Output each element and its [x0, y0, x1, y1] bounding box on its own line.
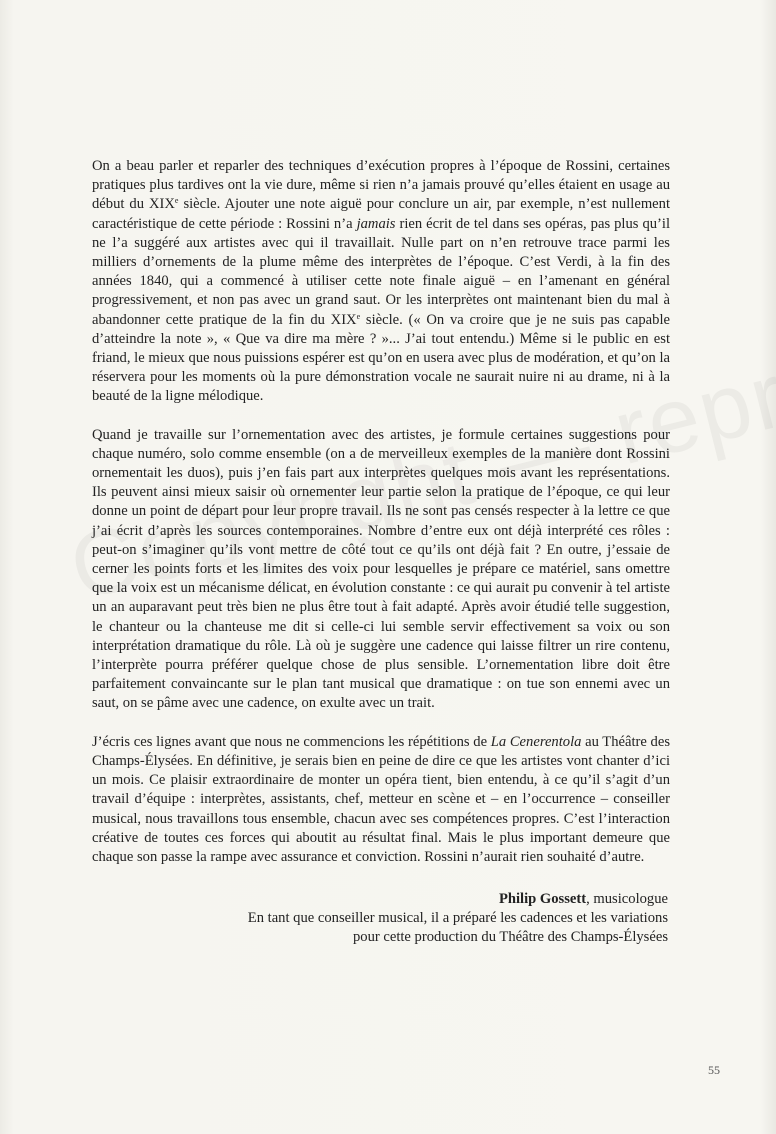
- text-run: siècle. (« On va croire que je ne suis pas capable d’atteindre la note », « Que va dire ma mère ? »... J’ai tout entendu.) Même si le public en est friand, le mieux que nous puissions espérer est qu’on en usera avec plus de modération, et qu’on la réservera pour les moments où la pure démonstration vocale ne saurait nuire ni au drame, ni à la beauté de la ligne mélodique.: [92, 311, 670, 405]
- italic-text: jamais: [356, 215, 396, 232]
- text-run: au Théâtre des Champs-Élysées. En définitive, je serais bien en peine de dire ce que les artistes vont chanter d’ici un mois. Ce plaisir extraordinaire de monter un opéra tient, bien entendu, à ce qu’il s’agit d’un travail d’équipe : interprètes, assistants, chef, metteur en scène et – en l’occurrence – conseiller musical, nous travaillons tous ensemble, chacun avec ses compétences propres. C’est l’interaction créative de toutes ces forces qui aboutit au résultat final. Mais le plus important demeure que chaque son passe la rampe avec assurance et conviction. Rossini n’aurait rien souhaité d’autre.: [92, 733, 670, 865]
- text-run: On a beau parler et reparler des techniques d’exécution propres à l’époque de Rossini, certaines pratiques plus tardives ont la vie dure, même si rien n’a jamais prouvé qu’elles étaient en usage au début du XIX: [92, 158, 670, 213]
- italic-text: La Cenerentola: [490, 733, 582, 750]
- text-run: Quand je travaille sur l’ornementation avec des artistes, je formule certaines suggestions pour chaque numéro, solo comme ensemble (on a de merveilleux exemples de la manière dont Rossini ornementait les duos), puis j’en fais part aux interprètes quelques mois avant les représentations. Ils peuvent ainsi mieux saisir où ornementer leur partie selon la pratique de l’époque, ce qui leur donne un point de départ pour leur propre travail. Ils ne sont pas censés respecter à la lettre ce que j’ai écrit d’après les sources contemporaines. Nombre d’entre eux ont déjà interprété ces rôles : peut-on s’imaginer qu’ils vont mettre de côté tout ce qu’ils ont déjà fait ? En outre, j’essaie de cerner les points forts et les limites des voix pour lesquelles je prépare ce matériel, sans omettre que la voix est un mécanisme délicat, en évolution constante : ce qui aurait pu convenir à tel artiste un an auparavant peut très bien ne plus être tout à fait adapté. Après avoir étudié telle suggestion, le chanteur ou la chanteuse me dit si celle-ci lui semble servir effectivement sa voix ou son interprétation dramatique du rôle. Là où je suggère une cadence qui laisse filtrer un rire contenu, l’interprète pourra préférer quelque chose de plus sensible. L’ornementation libre doit être parfaitement convaincante sur le plan tant musical que dramatique : on tue son ennemi avec un saut, on se pâme avec une cadence, on exulte avec un trait.: [92, 426, 670, 712]
- signature-block: [108, 890, 668, 948]
- text-run: J’écris ces lignes avant que nous ne commencions les répétitions de: [92, 733, 491, 750]
- paragraph-1: [92, 157, 670, 407]
- author-name: Philip Gossett: [498, 891, 587, 907]
- paragraph-3: [92, 733, 670, 867]
- text-run: siècle. Ajouter une note aiguë pour conclure un air, par exemple, n’est nullement caractéristique de cette période : Rossini n’a: [92, 196, 670, 232]
- author-role: , musicologue: [586, 891, 668, 907]
- text-run: rien écrit de tel dans ses opéras, pas plus qu’il ne l’a suggéré aux artistes avec qui il travaillait. Nulle part on n’en retrouve trace parmi les milliers d’ornements de la plume même des interprètes de l’époque. C’est Verdi, à la fin des années 1840, qui a commencé à utiliser cette note finale aiguë – en l’amenant en général progressivement, et non pas avec un grand saut. Or les interprètes ont maintenant bien du mal à abandonner cette pratique de la fin du XIX: [92, 215, 671, 328]
- superscript: e: [356, 311, 361, 321]
- signature-line-1: [108, 890, 668, 909]
- signature-line-3: pour cette production du Théâtre des Champs-Élysées: [352, 929, 668, 946]
- article-body: [92, 157, 670, 886]
- page-number: 55: [708, 1063, 720, 1077]
- paragraph-2: [92, 426, 670, 714]
- superscript: e: [174, 196, 179, 206]
- signature-line-2: En tant que conseiller musical, il a préparé les cadences et les variations: [247, 910, 668, 927]
